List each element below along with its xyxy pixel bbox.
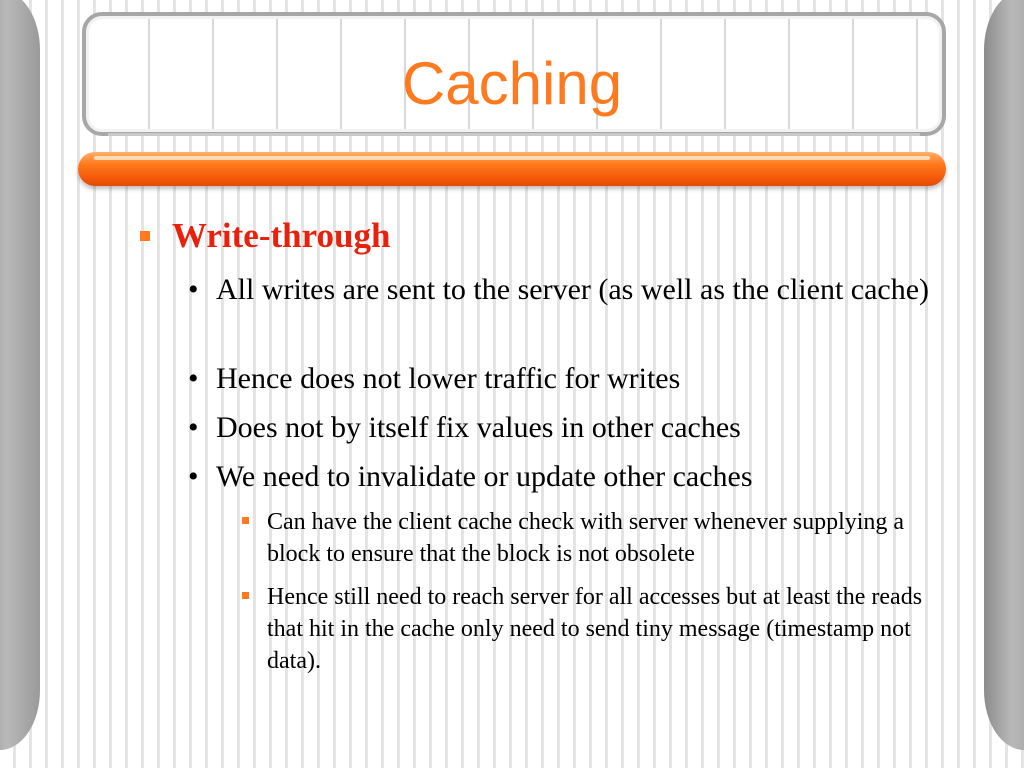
black-dot-icon: • bbox=[188, 411, 199, 444]
sub-sub-bullet-text: Can have the client cache check with server whenever supplying a block to ensure that the block is not obsolete bbox=[267, 509, 905, 567]
sub-bullet-text: Hence does not lower traffic for writes bbox=[216, 362, 681, 395]
black-dot-icon: • bbox=[188, 460, 199, 493]
sub-sub-bullet-text: Hence still need to reach server for all accesses but at least the reads that hit in the cache only need to send tiny message (timestamp not data). bbox=[267, 584, 923, 674]
bullet-text: Write-through bbox=[172, 216, 391, 255]
sub-bullet-text: Does not by itself fix values in other caches bbox=[216, 411, 741, 444]
orange-square-icon bbox=[242, 517, 249, 524]
orange-square-icon bbox=[140, 231, 150, 241]
slide-title: Caching bbox=[401, 50, 623, 117]
sub-bullet-text: We need to invalidate or update other caches bbox=[216, 460, 753, 493]
black-dot-icon: • bbox=[188, 273, 199, 306]
sub-bullet-text: All writes are sent to the server (as well as the client cache) bbox=[216, 273, 930, 306]
orange-square-icon bbox=[242, 592, 249, 599]
black-dot-icon: • bbox=[188, 362, 199, 395]
